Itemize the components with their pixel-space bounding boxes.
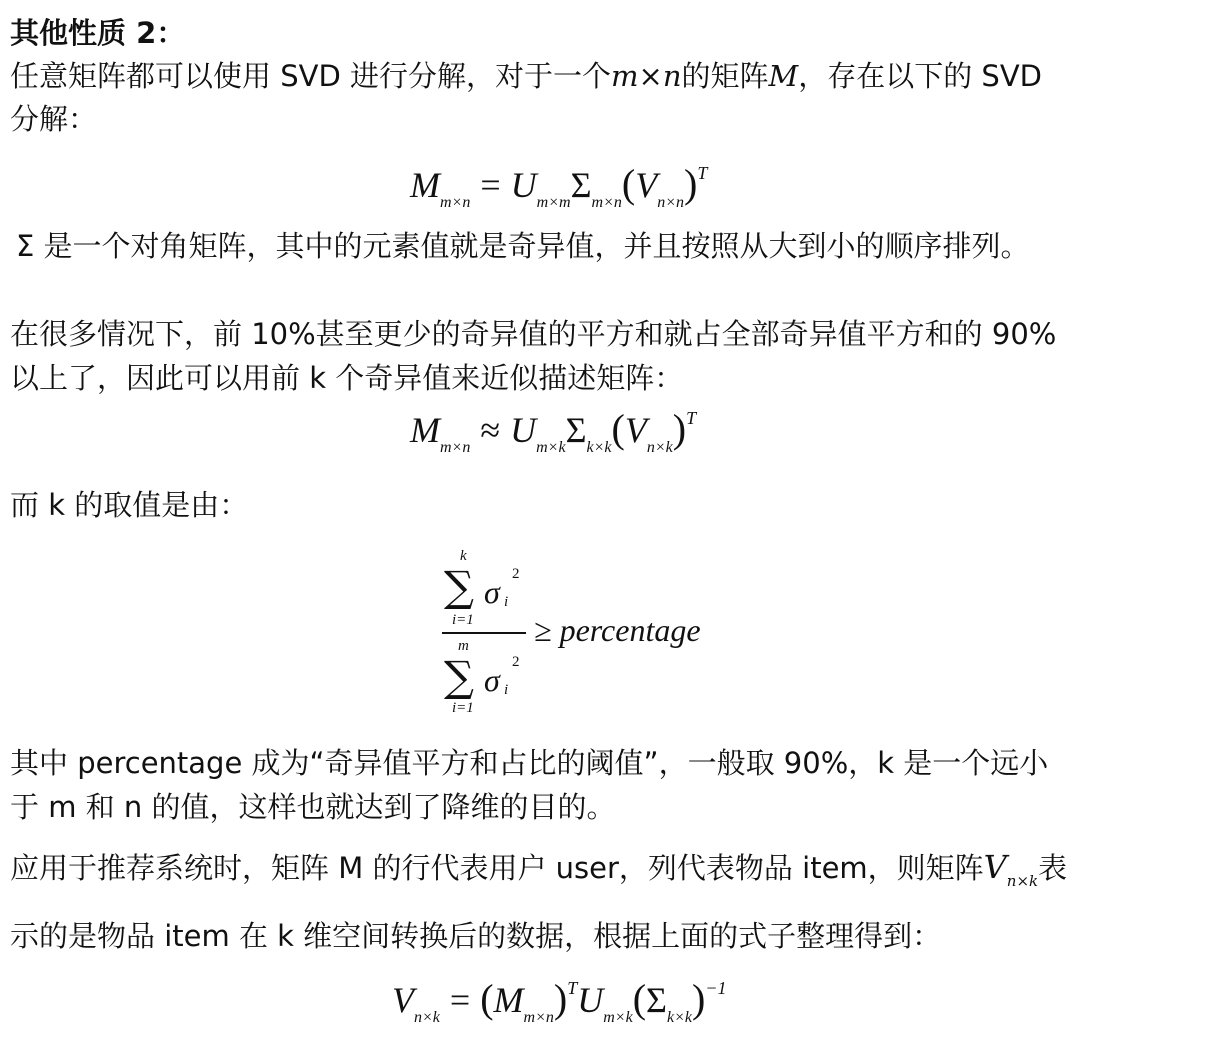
eq2-sub-nk: n×k bbox=[646, 439, 673, 456]
para4-text-a: 应用于推荐系统时，矩阵 M 的行代表用户 user，列代表物品 item，则矩阵 bbox=[10, 851, 984, 885]
matrix-V: V bbox=[983, 848, 1007, 886]
equation-approx bbox=[410, 405, 696, 457]
num-sigma: σ bbox=[484, 574, 500, 610]
eq2-V: V bbox=[624, 410, 647, 450]
matrix-M: M bbox=[768, 59, 799, 93]
eq3-U: U bbox=[577, 980, 604, 1020]
eq1-transpose: T bbox=[697, 163, 708, 183]
eq2-sub-mk: m×k bbox=[536, 439, 566, 456]
eq3-lparen1: ( bbox=[480, 976, 494, 1021]
eq3-sub-mk: m×k bbox=[603, 1009, 633, 1026]
eq1-M: M bbox=[410, 165, 440, 205]
eq1-sub-mn: m×n bbox=[440, 194, 471, 211]
eq1-rparen: ) bbox=[684, 161, 698, 206]
eq2-sub-kk: k×k bbox=[586, 439, 612, 456]
paragraph-3-line-1: 其中 percentage 成为“奇异值平方和占比的阈值”，一般取 90%，k 是一个远小 bbox=[10, 746, 1049, 780]
eq1-sub-mm: m×m bbox=[536, 194, 571, 211]
fraction-bar bbox=[442, 632, 526, 634]
eq3-transpose: T bbox=[567, 978, 578, 998]
eq1-V: V bbox=[635, 165, 658, 205]
percentage-fraction bbox=[442, 548, 742, 718]
paragraph-1-line-1 bbox=[10, 59, 1042, 93]
eq3-sub-nk: n×k bbox=[414, 1009, 440, 1026]
den-square: 2 bbox=[512, 654, 520, 670]
den-sum-upper: m bbox=[458, 638, 469, 654]
eq3-sub-mn: m×n bbox=[523, 1009, 554, 1026]
equation-svd bbox=[410, 160, 707, 212]
eq2-U: U bbox=[510, 410, 537, 450]
eq3-inverse: −1 bbox=[705, 978, 727, 998]
paragraph-2-line-2: 以上了，因此可以用前 k 个奇异值来近似描述矩阵： bbox=[10, 361, 684, 395]
eq1-lparen: ( bbox=[621, 161, 636, 206]
geq-percentage: ≥ percentage bbox=[534, 612, 701, 648]
k-selection-line: 而 k 的取值是由： bbox=[10, 488, 249, 522]
eq3-lparen2: ( bbox=[632, 976, 647, 1021]
eq2-sub-mn: m×n bbox=[440, 439, 471, 456]
num-square: 2 bbox=[512, 566, 520, 582]
eq3-sub-kk: k×k bbox=[666, 1009, 692, 1026]
matrix-V-sub: n×k bbox=[1006, 872, 1039, 890]
num-sum-symbol: ∑ bbox=[444, 562, 474, 611]
paragraph-2-line-1: 在很多情况下，前 10%甚至更少的奇异值的平方和就占全部奇异值平方和的 90% bbox=[10, 317, 1057, 351]
num-sum-lower: i=1 bbox=[452, 612, 474, 628]
paragraph-4-line-2: 示的是物品 item 在 k 维空间转换后的数据，根据上面的式子整理得到： bbox=[10, 919, 942, 953]
dim-m-times-n: m×n bbox=[611, 59, 682, 93]
num-sum-upper: k bbox=[460, 548, 467, 564]
eq1-sigma: Σ bbox=[570, 165, 592, 205]
eq3-equals: = bbox=[449, 980, 471, 1020]
eq2-lparen: ( bbox=[611, 406, 625, 451]
paragraph-4-line-1 bbox=[10, 850, 1067, 898]
den-sigma: σ bbox=[484, 662, 500, 698]
sigma-description: Σ 是一个对角矩阵，其中的元素值就是奇异值，并且按照从大到小的顺序排列。 bbox=[16, 229, 1030, 263]
eq2-approx: ≈ bbox=[480, 410, 501, 450]
section-heading: 其他性质 2： bbox=[10, 16, 186, 50]
paragraph-1-line-2: 分解： bbox=[10, 102, 98, 136]
eq2-sigma: Σ bbox=[565, 410, 587, 450]
den-sub-i: i bbox=[504, 682, 509, 698]
eq2-rparen: ) bbox=[672, 406, 687, 451]
eq2-transpose: T bbox=[686, 408, 697, 428]
den-sum-lower: i=1 bbox=[452, 700, 474, 716]
eq3-V: V bbox=[392, 980, 414, 1020]
eq1-sub-nn: n×n bbox=[657, 194, 685, 211]
eq1-sub-mn2: m×n bbox=[591, 194, 622, 211]
eq1-equals: = bbox=[480, 165, 501, 205]
paragraph-3-line-2: 于 m 和 n 的值，这样也就达到了降维的目的。 bbox=[10, 790, 616, 824]
eq3-M: M bbox=[493, 980, 524, 1020]
eq1-U: U bbox=[510, 165, 537, 205]
eq3-rparen1: ) bbox=[553, 976, 568, 1021]
eq3-sigma: Σ bbox=[646, 980, 667, 1020]
para1-text-b: 的矩阵 bbox=[681, 59, 769, 93]
para1-text-c: ，存在以下的 SVD bbox=[798, 59, 1043, 93]
den-sum-symbol: ∑ bbox=[444, 652, 474, 701]
para1-text-a: 任意矩阵都可以使用 SVD 进行分解，对于一个 bbox=[10, 59, 612, 93]
eq3-rparen2: ) bbox=[691, 976, 706, 1021]
equation-item-projection bbox=[392, 975, 726, 1027]
num-sub-i: i bbox=[504, 594, 509, 610]
eq2-M: M bbox=[410, 410, 440, 450]
para4-text-b: 表 bbox=[1038, 851, 1068, 885]
